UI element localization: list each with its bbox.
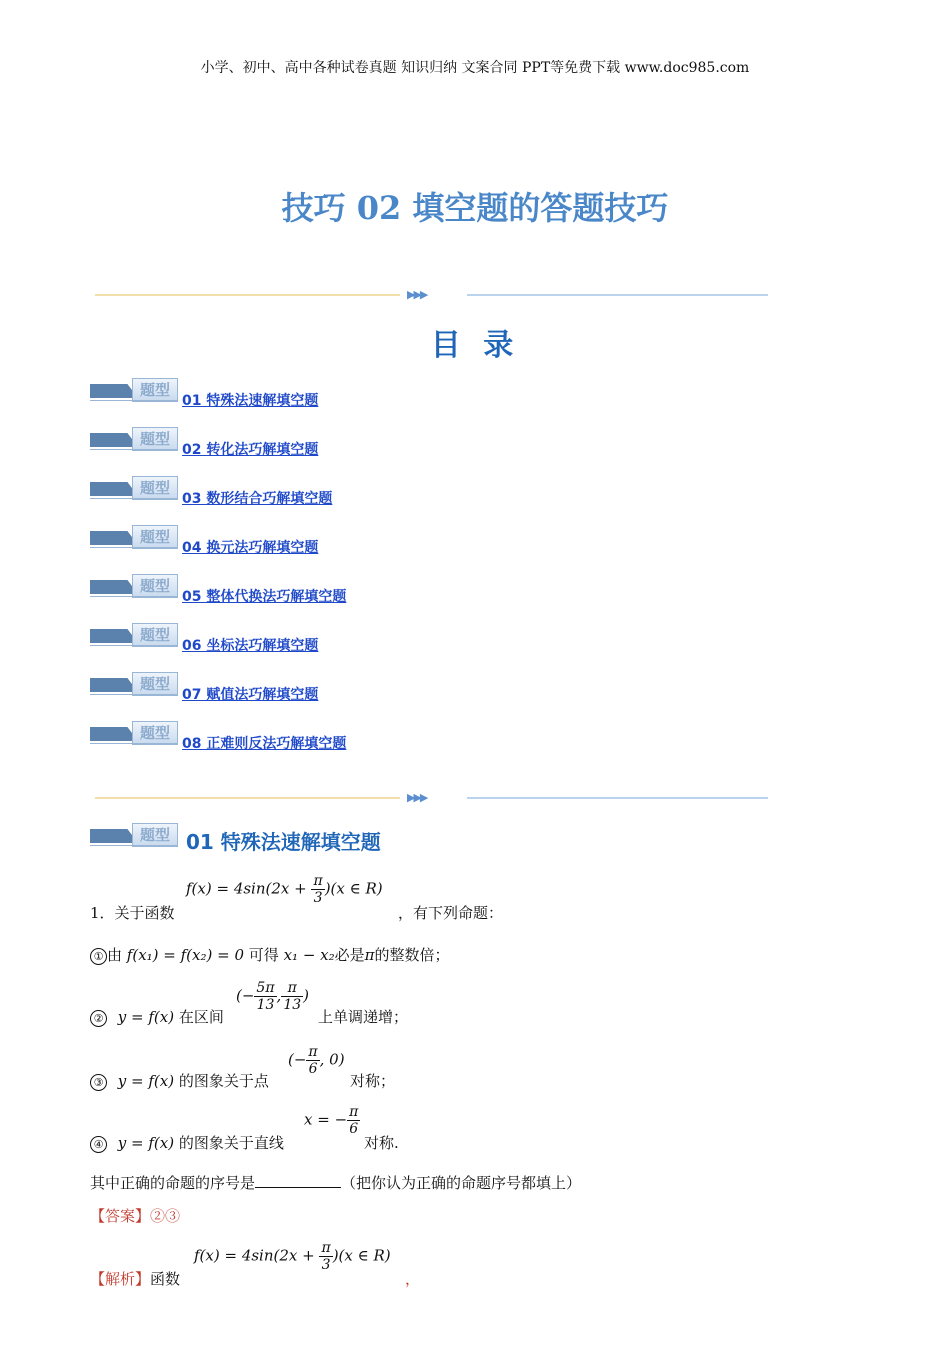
toc-link-6[interactable]: 06 坐标法巧解填空题 (182, 638, 319, 654)
divider-top (95, 288, 768, 302)
interval-formula: (− $\frac{5\pi}{13}$ , $\frac{\pi}{13}$ ) (236, 980, 309, 1013)
divider-bottom (95, 791, 768, 805)
page-title: 技巧 02 填空题的答题技巧 (281, 189, 669, 227)
arrow-icon: ▶▶▶ (407, 288, 427, 301)
toc-tag: 题型 (90, 378, 176, 402)
proposition-4-suffix: 对称. (364, 1134, 399, 1152)
answer-blank (255, 1187, 341, 1188)
toc-tag: 题型 (90, 672, 176, 696)
arrow-icon: ▶▶▶ (407, 791, 427, 804)
proposition-2-suffix: 上单调递增； (318, 1008, 409, 1026)
toc-link-2[interactable]: 02 转化法巧解填空题 (182, 442, 319, 458)
analysis-end: ， (405, 1270, 421, 1288)
toc-link-4[interactable]: 04 换元法巧解填空题 (182, 540, 319, 556)
toc-tag: 题型 (90, 721, 176, 745)
section-heading: 01 特殊法速解填空题 (186, 830, 381, 854)
toc-tag: 题型 (90, 525, 176, 549)
point-formula: (− $\frac{\pi}{6}$ , 0) (288, 1044, 345, 1077)
function-formula: f(x) = 4sin(2x + $\frac{\pi}{3}$ )(x ∈ R) (186, 873, 383, 906)
toc-title: 目 录 (430, 328, 520, 363)
toc-tag: 题型 (90, 623, 176, 647)
proposition-3: ③ y = f(x) 的图象关于点 (90, 1070, 269, 1091)
toc-tag: 题型 (90, 476, 176, 500)
question-line: 其中正确的命题的序号是 （把你认为正确的命题序号都填上） (90, 1174, 582, 1192)
problem-intro: 1．关于函数 (90, 904, 175, 922)
toc-tag: 题型 (90, 427, 176, 451)
proposition-4: ④ y = f(x) 的图象关于直线 (90, 1132, 284, 1153)
answer-line: 【答案】②③ (90, 1207, 181, 1225)
proposition-2: ② y = f(x) 在区间 (90, 1006, 224, 1027)
proposition-3-suffix: 对称； (350, 1072, 396, 1090)
toc-link-1[interactable]: 01 特殊法速解填空题 (182, 393, 319, 409)
section-tag: 题型 (90, 823, 176, 847)
proposition-1: ① 由 f(x₁) = f(x₂) = 0 可得 x₁ − x₂必是π的整数倍； (90, 944, 450, 965)
toc-link-3[interactable]: 03 数形结合巧解填空题 (182, 491, 333, 507)
toc-link-8[interactable]: 08 正难则反法巧解填空题 (182, 736, 347, 752)
page-header: 小学、初中、高中各种试卷真题 知识归纳 文案合同 PPT等免费下载 www.doc985.com (200, 60, 750, 76)
toc-link-7[interactable]: 07 赋值法巧解填空题 (182, 687, 319, 703)
analysis-line: 【解析】函数 (90, 1270, 181, 1288)
line-formula: x = − $\frac{\pi}{6}$ (304, 1104, 359, 1137)
toc-link-5[interactable]: 05 整体代换法巧解填空题 (182, 589, 347, 605)
problem-intro-suffix: ，有下列命题： (398, 904, 504, 922)
analysis-formula: f(x) = 4sin(2x + $\frac{\pi}{3}$ )(x ∈ R) (194, 1240, 391, 1273)
toc-tag: 题型 (90, 574, 176, 598)
